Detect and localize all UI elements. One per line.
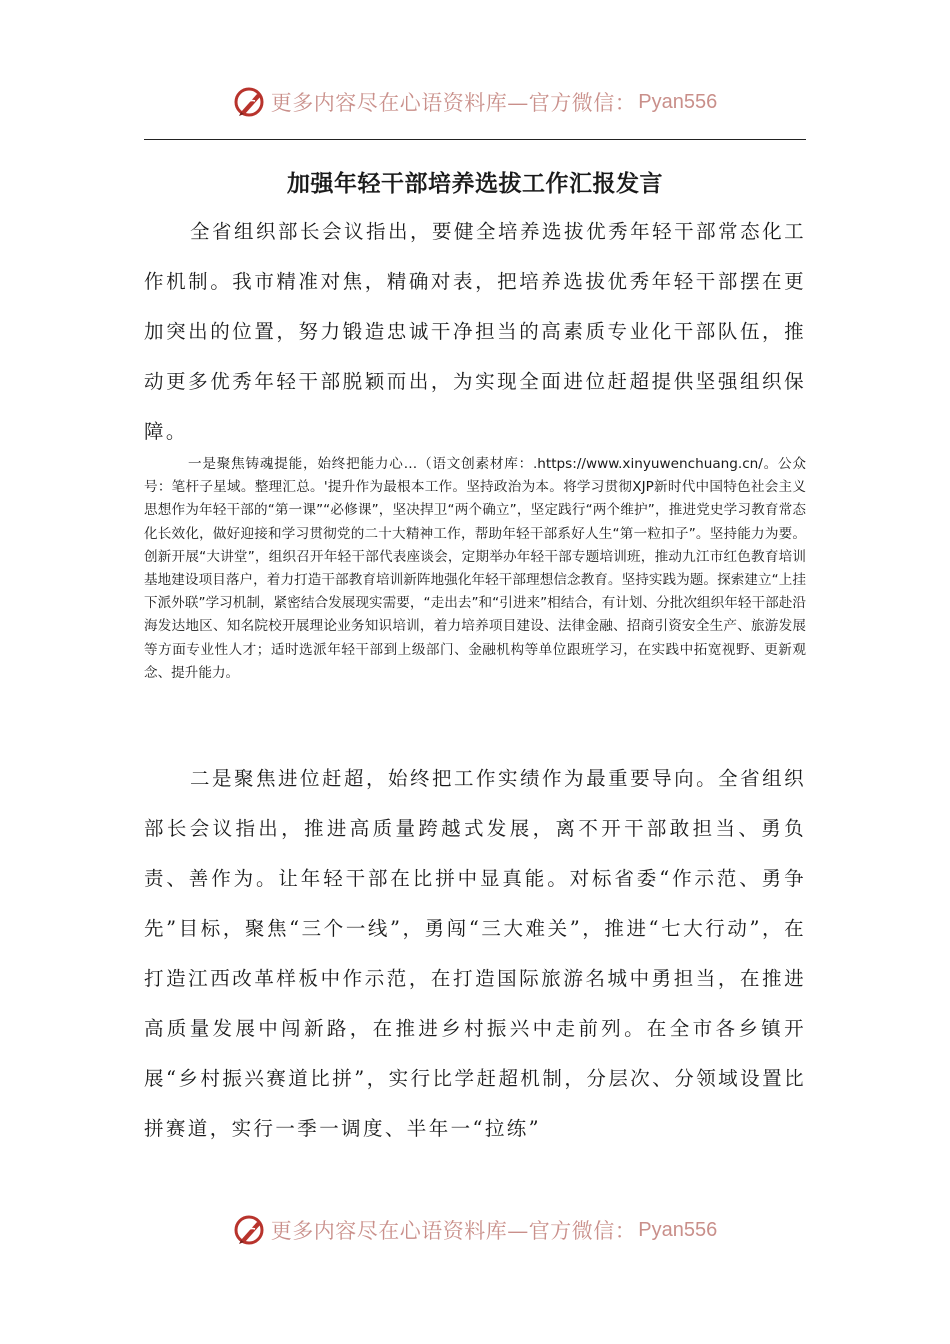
header-wechat-id: Pyan556 [638,90,718,113]
document-title: 加强年轻干部培养选拔工作汇报发言 [287,171,663,197]
footer-banner [0,1208,950,1252]
header-banner [0,80,950,124]
header-banner-text: 更多内容尽在心语资料库—官方微信： [270,91,637,115]
paragraph-point-two: 二是聚焦进位赶超，始终把工作实绩作为最重要导向。全省组织部长会议指出，推进高质量跨越式发展，离不开干部敢担当、勇负责、善作为。让年轻干部在比拼中显真能。对标省委“作示范、勇争先”目标，聚焦“三个一线”，勇闯“三大难关”，推进“七大行动”，在打造江西改革样板中作示范，在打造国际旅游名城中勇担当，在推进高质量发展中闯新路，在推进乡村振兴中走前列。在全市各乡镇开展“乡村振兴赛道比拼”，实行比学赶超机制，分层次、分领域设置比拼赛道，实行一季一调度、半年一“拉练” [144,767,806,1140]
pen-logo-icon [233,85,267,119]
pen-logo-icon [233,1213,267,1247]
paragraph-intro: 全省组织部长会议指出，要健全培养选拔优秀年轻干部常态化工作机制。我市精准对焦，精确对表，把培养选拔优秀年轻干部摆在更加突出的位置，努力锻造忠诚干净担当的高素质专业化干部队伍，推动更多优秀年轻干部脱颖而出，为实现全面进位赶超提供坚强组织保障。 [144,220,806,443]
footer-banner-text: 更多内容尽在心语资料库—官方微信： [270,1219,637,1243]
footer-wechat-id: Pyan556 [638,1218,718,1241]
header-divider [144,139,806,140]
paragraph-point-one: 一是聚焦铸魂提能，始终把能力心…（语文创素材库：.https://www.xinyuwenchuang.cn/。公众号：笔杆子星域。整理汇总。'提升作为最根本工作。坚持政治为本。将学习贯彻XJP新时代中国特色社会主义思想作为年轻干部的“第一课”“必修课”，坚决捍卫“两个确立”，坚定践行“两个维护”，推进党史学习教育常态化长效化，做好迎接和学习贯彻党的二十大精神工作，帮助年轻干部系好人生“第一粒扣子”。坚持能力为要。创新开展“大讲堂”，组织召开年轻干部代表座谈会，定期举办年轻干部专题培训班，推动九江市红色教育培训基地建设项目落户，着力打造干部教育培训新阵地强化年轻干部理想信念教育。坚持实践为题。探索建立“上挂下派外联”学习机制，紧密结合发展现实需要，“走出去”和“引进来”相结合，有计划、分批次组织年轻干部赴沿海发达地区、知名院校开展理论业务知识培训，着力培养项目建设、法律金融、招商引资安全生产、旅游发展等方面专业性人才；适时选派年轻干部到上级部门、金融机构等单位跟班学习，在实践中拓宽视野、更新观念、提升能力。 [144,456,806,681]
